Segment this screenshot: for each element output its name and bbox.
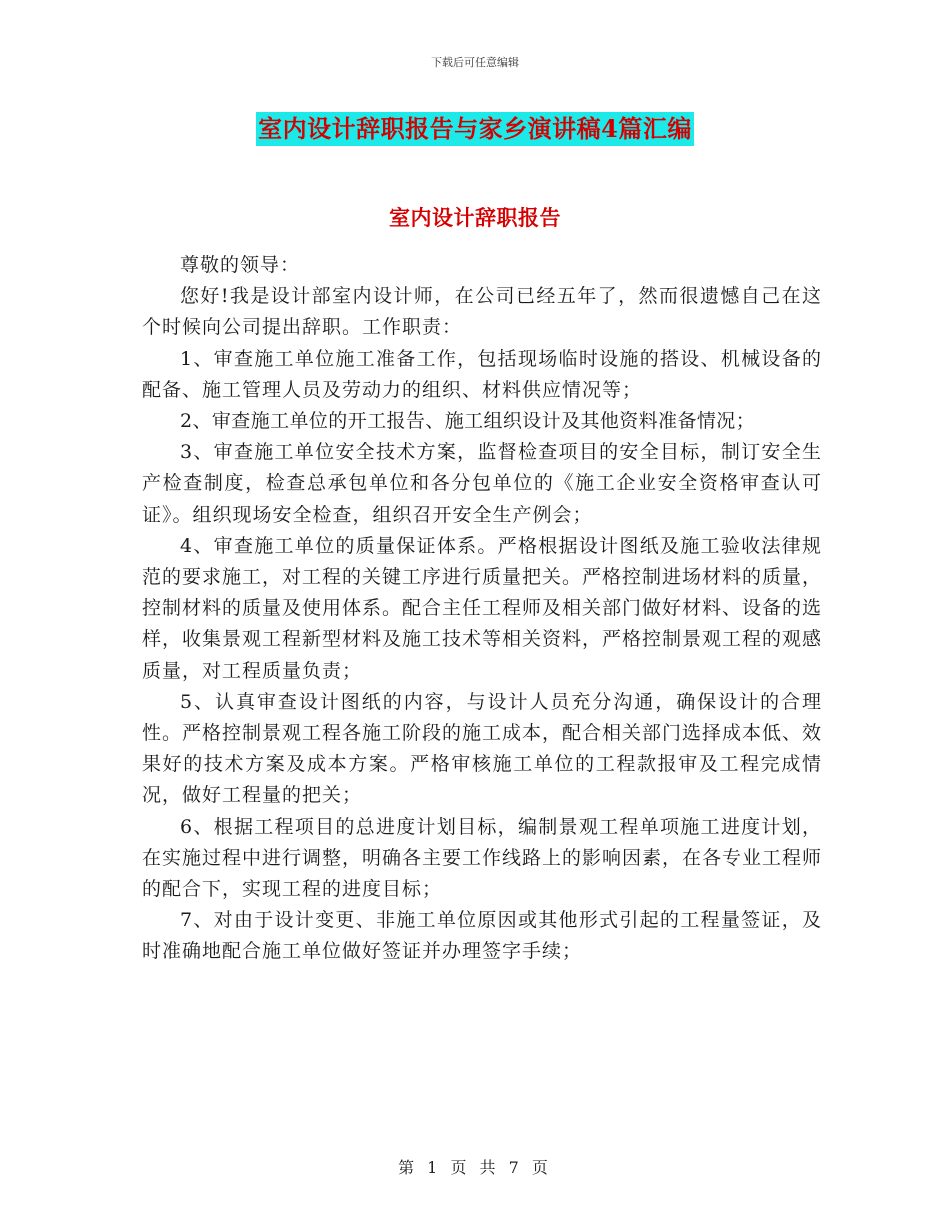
- paragraph: 您好!我是设计部室内设计师，在公司已经五年了，然而很遗憾自己在这个时候向公司提出辞职。工作职责：: [142, 285, 822, 339]
- duty-item-5: 5、认真审查设计图纸的内容，与设计人员充分沟通，确保设计的合理性。严格控制景观工程各施工阶段的施工成本，配合相关部门选择成本低、效果好的技术方案及成本方案。严格审核施工单位的工程款报审及工程完成情况，做好工程量的把关；: [142, 690, 823, 807]
- document-title: 室内设计辞职报告与家乡演讲稿4篇汇编: [256, 112, 694, 146]
- salutation: 尊敬的领导：: [180, 254, 301, 276]
- document-title-container: [0, 112, 950, 146]
- duty-item-7: 7、对由于设计变更、非施工单位原因或其他形式引起的工程量签证，及时准确地配合施工单位做好签证并办理签字手续；: [142, 909, 822, 963]
- page-number: 第 1 页 共 7 页: [398, 1158, 552, 1177]
- header-note: 下载后可任意编辑: [431, 56, 519, 69]
- duty-item-1: 1、审查施工单位施工准备工作，包括现场临时设施的搭设、机械设备的配备、施工管理人员及劳动力的组织、材料供应情况等；: [142, 347, 822, 401]
- duty-item-4: 4、审查施工单位的质量保证体系。严格根据设计图纸及施工验收法律规范的要求施工，对工程的关键工序进行质量把关。严格控制进场材料的质量，控制材料的质量及使用体系。配合主任工程师及相关部门做好材料、设备的选样，收集景观工程新型材料及施工技术等相关资料，严格控制景观工程的观感质量，对工程质量负责；: [142, 534, 823, 682]
- duty-item-3: 3、审查施工单位安全技术方案，监督检查项目的安全目标，制订安全生产检查制度，检查总承包单位和各分包单位的《施工企业安全资格审查认可证》。组织现场安全检查，组织召开安全生产例会；: [142, 441, 822, 526]
- document-body: [142, 250, 822, 968]
- section-title: 室内设计辞职报告: [389, 205, 561, 230]
- duty-item-2: 2、审查施工单位的开工报告、施工组织设计及其他资料准备情况；: [180, 410, 756, 433]
- duty-item-6: 6、根据工程项目的总进度计划目标，编制景观工程单项施工进度计划，在实施过程中进行调整，明确各主要工作线路上的影响因素，在各专业工程师的配合下，实现工程的进度目标；: [142, 815, 823, 901]
